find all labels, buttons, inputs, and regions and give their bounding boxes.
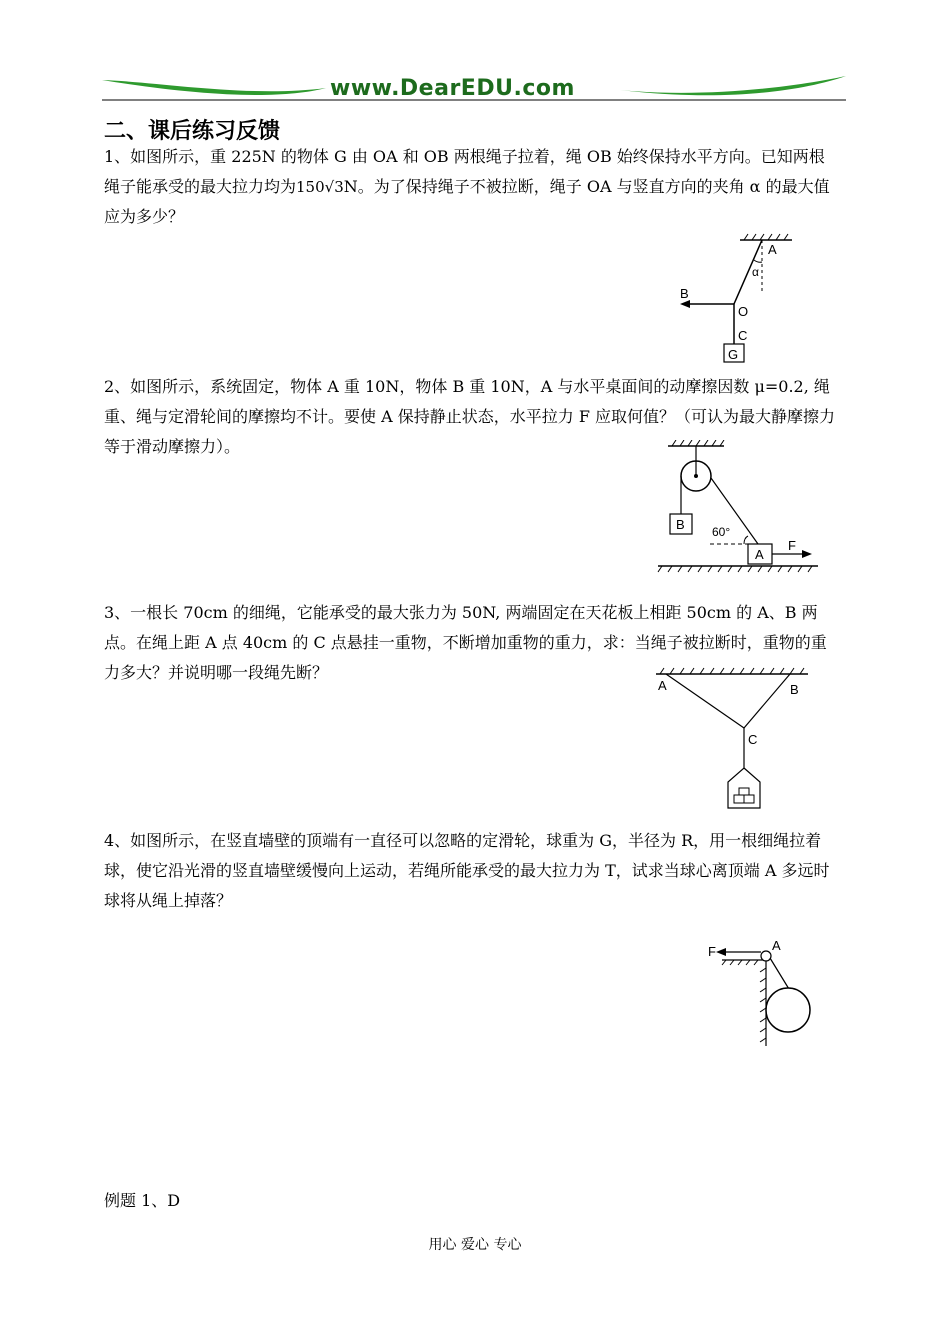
q1-label-b: B xyxy=(680,286,689,301)
q2-label-f: F xyxy=(788,538,796,553)
q1-label-g: G xyxy=(728,347,739,362)
q2-label-angle: 60° xyxy=(712,525,731,539)
section-title: 二、课后练习反馈 xyxy=(104,119,281,144)
site-logo[interactable]: www.DearEDU.com xyxy=(330,76,575,101)
q1-label-c: C xyxy=(738,328,748,343)
q3-label-a: A xyxy=(658,678,667,693)
q4-label-a: A xyxy=(772,938,781,953)
q1-figure xyxy=(668,232,798,366)
question-4: 4、如图所示，在竖直墙壁的顶端有一直径可以忽略的定滑轮，球重为 G，半径为 R，用一根细绳拉着球，使它沿光滑的竖直墙壁缓慢向上运动，若绳所能承受的最大拉力为 T，试求当球心离顶端 A 多远时球将从绳上掉落？ xyxy=(104,831,830,910)
footer-motto: 用心 爱心 专心 xyxy=(428,1237,522,1253)
q1-label-o: O xyxy=(738,304,749,319)
q1-label-a: A xyxy=(768,242,777,257)
q2-label-b: B xyxy=(676,517,685,532)
q3-label-b: B xyxy=(790,682,799,697)
q3-label-c: C xyxy=(748,732,758,747)
answer-line: 例题 1、D xyxy=(104,1191,181,1210)
q1-text-a: 1、如图所示，重 225N 的物体 G 由 OA 和 OB 两根绳子拉着，绳 OB 始终保持水平方向。已知两根绳子能承受的最大拉力均为 xyxy=(104,147,825,196)
q4-figure xyxy=(700,938,830,1050)
q2-label-a: A xyxy=(755,547,764,562)
question-1 xyxy=(104,142,840,232)
q1-text-b: N。为了保持绳子不被拉断，绳子 OA 与竖直方向的夹角 α 的最大值应为多少？ xyxy=(104,177,830,226)
question-3: 3、一根长 70cm 的细绳，它能承受的最大张力为 50N, 两端固定在天花板上相距 50cm 的 A、B 两点。在绳上距 A 点 40cm 的 C 点悬挂一重物，不断增加重物的重力，求：当绳子被拉断时，重物的重力多大？并说明哪一段绳先断？ xyxy=(104,603,827,682)
question-2: 2、如图所示，系统固定，物体 A 重 10N，物体 B 重 10N，A 与水平桌面间的动摩擦因数 μ=0.2, 绳重、绳与定滑轮间的摩擦均不计。要使 A 保持静止状态，水平拉力 F 应取何值？（可认为最大静摩擦力等于滑动摩擦力）。 xyxy=(104,377,836,456)
q4-label-f: F xyxy=(708,944,716,959)
q1-value: 150√3 xyxy=(296,178,344,196)
q2-figure xyxy=(650,440,830,576)
q1-label-alpha: α xyxy=(752,265,759,279)
q3-figure xyxy=(650,664,814,814)
